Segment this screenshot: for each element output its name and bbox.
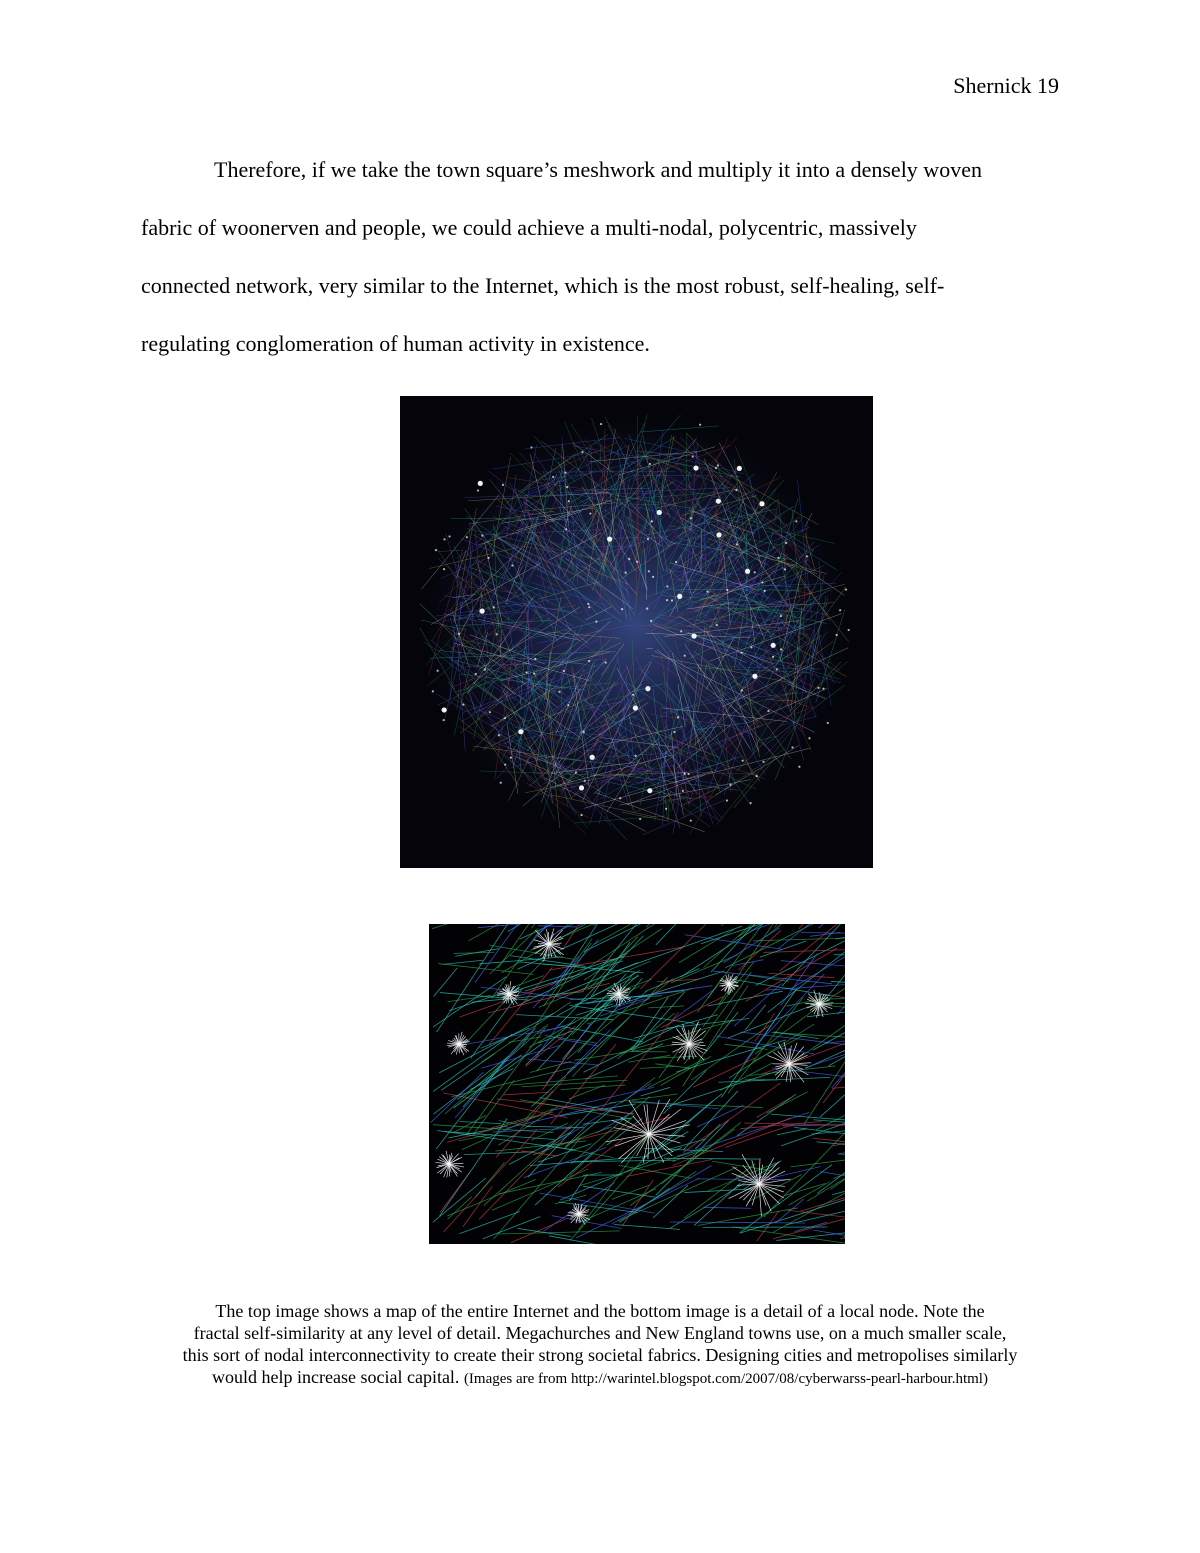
internet-map-graphic — [400, 396, 873, 868]
paragraph-line-3: connected network, very similar to the Internet, which is the most robust, self-healing, self- — [141, 273, 945, 298]
figure-caption — [140, 1300, 1060, 1390]
caption-line-3: this sort of nodal interconnectivity to create their strong societal fabrics. Designing cities and metropolises similarly — [182, 1345, 1018, 1365]
caption-line-4 — [140, 1366, 1060, 1390]
internet-map-image — [400, 396, 873, 868]
local-node-detail-image — [429, 924, 845, 1244]
image-source-note: (Images are from http://warintel.blogspot.com/2007/08/cyberwarss-pearl-harbour.html) — [463, 1371, 988, 1387]
paragraph-line-2: fabric of woonerven and people, we could achieve a multi-nodal, polycentric, massively — [141, 215, 917, 240]
body-paragraph — [141, 141, 1061, 373]
page-header: Shernick 19 — [953, 73, 1059, 98]
caption-line-1: The top image shows a map of the entire Internet and the bottom image is a detail of a local node. Note the — [215, 1301, 985, 1321]
caption-line-2: fractal self-similarity at any level of detail. Megachurches and New England towns use, on a much smaller scale, — [193, 1323, 1007, 1343]
local-node-graphic — [429, 924, 845, 1244]
paragraph-line-1: Therefore, if we take the town square’s meshwork and multiply it into a densely woven — [214, 157, 982, 182]
caption-line-4-text: would help increase social capital. — [212, 1367, 460, 1387]
paragraph-line-4: regulating conglomeration of human activity in existence. — [141, 331, 650, 356]
